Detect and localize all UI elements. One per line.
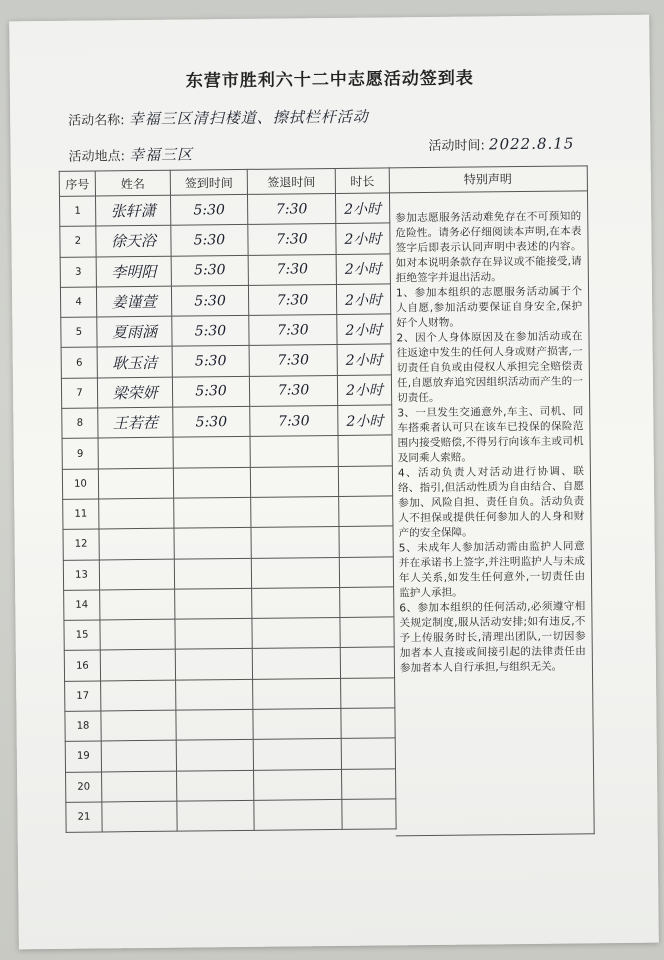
row-sign-out-time	[250, 436, 338, 467]
activity-time-row	[428, 133, 574, 154]
table-row	[65, 738, 395, 772]
row-sign-out-time	[253, 739, 341, 770]
table-row	[66, 799, 396, 833]
declaration-body	[389, 191, 592, 676]
row-name	[99, 528, 174, 559]
table-row	[59, 193, 389, 227]
row-duration	[341, 738, 395, 769]
declaration-paragraph: 1、参加本组织的志愿服务活动属于个人自愿,参加活动要保证自身安全,保护好个人财物。	[395, 285, 583, 330]
row-sign-in-time	[177, 800, 254, 831]
row-duration: 2小时	[336, 253, 390, 284]
row-name: 徐天浴	[96, 225, 171, 256]
row-seq: 21	[66, 802, 102, 833]
activity-name-value: 幸福三区清扫楼道、擦拭栏杆活动	[128, 107, 369, 129]
row-name	[100, 589, 175, 620]
row-name: 王若茬	[98, 407, 173, 438]
row-sign-in-time	[175, 619, 252, 650]
row-duration	[341, 678, 395, 709]
row-sign-in-time	[175, 649, 252, 680]
table-row	[60, 253, 390, 287]
row-duration	[341, 708, 395, 739]
table-row	[66, 769, 396, 803]
row-seq: 14	[64, 590, 100, 621]
table-row	[65, 678, 395, 712]
table-row	[64, 617, 394, 651]
row-sign-out-time	[252, 618, 340, 649]
row-name: 梁荣妍	[97, 377, 172, 408]
row-sign-in-time: 5:30	[172, 346, 249, 377]
row-duration: 2小时	[337, 314, 391, 345]
table-row	[61, 375, 391, 409]
row-name	[99, 498, 174, 529]
row-duration: 2小时	[335, 193, 389, 224]
row-sign-out-time	[252, 648, 340, 679]
table-header-row	[59, 168, 389, 196]
table-row	[61, 344, 391, 378]
row-name	[102, 771, 177, 802]
header-name: 姓名	[95, 170, 170, 196]
declaration-paragraph: 5、未成年人参加活动需由监护人同意并在承诺书上签字,并注明监护人与未成年人关系,如发生任何意外,一切责任由监护人承担。	[398, 540, 586, 600]
table-row	[60, 284, 390, 318]
row-seq: 3	[60, 257, 96, 288]
row-seq: 12	[63, 529, 99, 560]
declaration-paragraph: 4、活动负责人对活动进行协调、联络、指引,但活动性质为自由结合、自愿参加、风险自担、责任自负。活动负责人不担保或提供任何参加人的人身和财产的安全保障。	[397, 465, 585, 540]
declaration-paragraph: 3、一旦发生交通意外,车主、司机、同车搭乘者认可只在该车已投保的保险范围内接受赔偿,不得另行向该车主或司机及同乘人索赔。	[397, 405, 584, 465]
row-seq: 15	[64, 620, 100, 651]
row-sign-out-time: 7:30	[249, 375, 337, 406]
row-duration: 2小时	[336, 284, 390, 315]
row-sign-in-time	[176, 740, 253, 771]
table-row	[62, 435, 392, 469]
row-duration: 2小时	[338, 405, 392, 436]
row-sign-out-time: 7:30	[247, 193, 335, 224]
row-duration	[338, 466, 392, 497]
row-sign-in-time: 5:30	[171, 255, 248, 286]
declaration-paragraph: 6、参加本组织的任何活动,必须遵守相关规定制度,服从活动安排;如有违反,不予上传服务时长,清理出团队,一切因参加者本人直接或间接引起的法律责任由参加者本人自行承担,与组织无关。	[399, 600, 586, 675]
row-sign-in-time	[174, 528, 251, 559]
row-name	[101, 680, 176, 711]
activity-name-row	[68, 106, 369, 130]
row-name	[102, 801, 177, 832]
row-sign-out-time: 7:30	[250, 406, 338, 437]
row-duration	[338, 435, 392, 466]
row-sign-in-time	[174, 558, 251, 589]
table-row	[63, 556, 393, 590]
row-seq: 19	[65, 741, 101, 772]
header-duration: 时长	[335, 168, 389, 194]
row-duration	[342, 799, 396, 830]
row-sign-in-time: 5:30	[172, 316, 249, 347]
row-sign-out-time: 7:30	[248, 224, 336, 255]
row-duration: 2小时	[337, 344, 391, 375]
activity-name-label: 活动名称:	[68, 113, 125, 129]
row-sign-in-time	[173, 467, 250, 498]
activity-place-label: 活动地点:	[68, 149, 126, 165]
row-duration: 2小时	[337, 375, 391, 406]
sheet-title: 东营市胜利六十二中志愿活动签到表	[185, 68, 474, 92]
row-sign-out-time	[254, 799, 342, 830]
row-sign-in-time	[176, 709, 253, 740]
row-sign-in-time: 5:30	[173, 406, 250, 437]
row-seq: 16	[64, 650, 100, 681]
table-row	[64, 647, 394, 681]
row-seq: 17	[65, 681, 101, 712]
row-duration: 2小时	[336, 223, 390, 254]
row-duration	[339, 556, 393, 587]
row-seq: 5	[61, 317, 97, 348]
row-sign-in-time	[174, 497, 251, 528]
row-duration	[340, 587, 394, 618]
row-sign-in-time: 5:30	[170, 194, 247, 225]
row-sign-in-time	[173, 437, 250, 468]
table-row	[65, 708, 395, 742]
declaration-heading: 特别声明	[389, 166, 587, 193]
table-row	[60, 223, 390, 257]
row-duration	[340, 617, 394, 648]
activity-time-label: 活动时间:	[428, 138, 485, 154]
table-row	[64, 587, 394, 621]
row-sign-out-time	[250, 466, 338, 497]
row-duration	[342, 769, 396, 800]
row-seq: 7	[61, 378, 97, 409]
row-sign-out-time: 7:30	[249, 345, 337, 376]
row-sign-out-time	[251, 496, 339, 527]
row-name	[101, 710, 176, 741]
row-seq: 10	[62, 469, 98, 500]
table-row	[62, 466, 392, 500]
row-sign-in-time: 5:30	[171, 225, 248, 256]
row-sign-in-time: 5:30	[172, 376, 249, 407]
row-sign-out-time	[251, 557, 339, 588]
row-seq: 8	[62, 408, 98, 439]
row-duration	[339, 526, 393, 557]
sign-in-table	[59, 167, 397, 833]
row-name: 李明阳	[96, 256, 171, 287]
row-sign-in-time	[175, 588, 252, 619]
row-sign-in-time	[176, 679, 253, 710]
row-sign-out-time	[251, 527, 339, 558]
row-seq: 6	[61, 347, 97, 378]
row-sign-in-time: 5:30	[171, 285, 248, 316]
row-name: 耿玉洁	[97, 347, 172, 378]
row-name	[100, 650, 175, 681]
header-sign-in-time: 签到时间	[170, 169, 247, 195]
row-sign-out-time	[254, 769, 342, 800]
table-row	[63, 496, 393, 530]
row-sign-out-time: 7:30	[248, 284, 336, 315]
header-sign-out-time: 签退时间	[247, 168, 335, 194]
row-seq: 1	[59, 196, 95, 227]
row-seq: 9	[62, 438, 98, 469]
row-seq: 18	[65, 711, 101, 742]
row-sign-out-time	[252, 587, 340, 618]
row-sign-out-time: 7:30	[249, 315, 337, 346]
row-name: 张轩潇	[95, 195, 170, 226]
row-seq: 11	[63, 499, 99, 530]
table-row	[63, 526, 393, 560]
row-name	[99, 559, 174, 590]
row-name	[101, 741, 176, 772]
row-name	[98, 438, 173, 469]
row-seq: 13	[63, 560, 99, 591]
row-sign-out-time	[253, 708, 341, 739]
special-declaration	[389, 165, 595, 836]
row-sign-in-time	[177, 770, 254, 801]
row-name	[100, 619, 175, 650]
row-seq: 4	[60, 287, 96, 318]
activity-place-row	[68, 143, 193, 165]
row-sign-out-time: 7:30	[248, 254, 336, 285]
activity-time-value: 2022.8.15	[488, 134, 575, 154]
row-name: 姜谨萱	[96, 286, 171, 317]
table-row	[61, 314, 391, 348]
row-duration	[340, 647, 394, 678]
row-seq: 20	[66, 772, 102, 803]
table-row	[62, 405, 392, 439]
activity-place-value: 幸福三区	[129, 145, 194, 165]
row-duration	[339, 496, 393, 527]
header-seq: 序号	[59, 171, 95, 196]
row-seq: 2	[60, 226, 96, 257]
row-name	[98, 468, 173, 499]
sign-in-sheet	[9, 15, 659, 950]
row-name: 夏雨涵	[97, 316, 172, 347]
declaration-paragraph: 参加志愿服务活动难免存在不可预知的危险性。请务必仔细阅读本声明,在本表签字后即表示认同声明中表述的内容。如对本说明条款存在异议或不能接受,请拒绝签字并退出活动。	[395, 210, 582, 285]
declaration-paragraph: 2、因个人身体原因及在参加活动或在往返途中发生的任何人身或财产损害,一切责任自负或由侵权人承担完全赔偿责任,自愿放弃追究因组织活动而产生的一切责任。	[396, 330, 584, 405]
row-sign-out-time	[253, 678, 341, 709]
